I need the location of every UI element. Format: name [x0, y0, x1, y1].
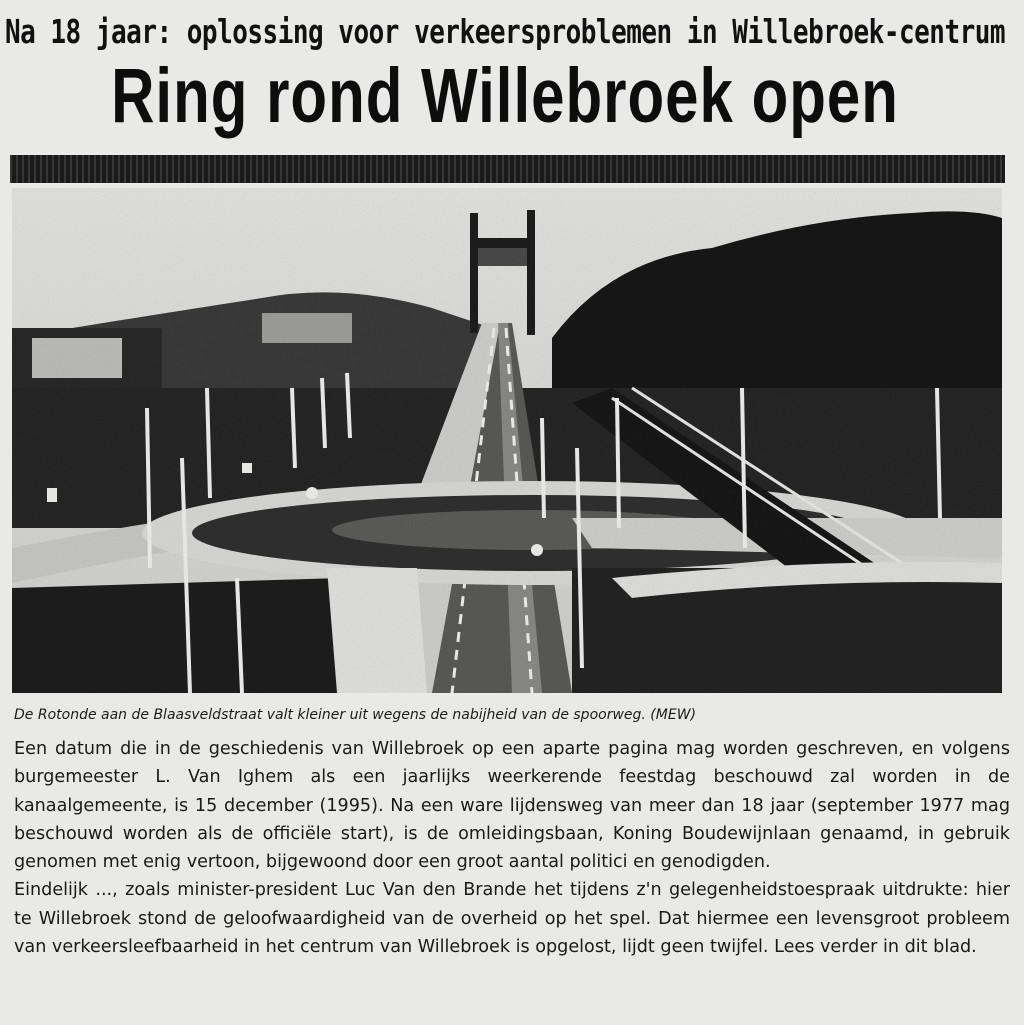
article-body [14, 735, 1010, 961]
article-photo [12, 188, 1002, 693]
body-paragraph-1: Een datum die in de geschiedenis van Willebroek op een aparte pagina mag worden geschreven, en volgens burgemeester L. Van Ighem als een jaarlijks weerkerende feestdag beschouwd zal worden in de kanaalgemeente, is 15 december (1995). Na een ware lijdensweg van meer dan 18 jaar (september 1977 mag beschouwd worden als de officiële start), is de omleidingsbaan, Koning Boudewijnlaan genaamd, in gebruik genomen met enig vertoon, bijgewoond door een groot aantal politici en genodigden. [14, 739, 1010, 873]
article-headline: Ring rond Willebroek open [111, 52, 899, 139]
body-paragraph-2: Eindelijk ..., zoals minister-president Luc Van den Brande het tijdens z'n gelegenheidstoespraak uitdrukte: hier te Willebroek stond de geloofwaardigheid van de overheid op het spel. Dat hiermee een levensgroot probleem van verkeersleefbaarheid in het centrum van Willebroek is opgelost, lijdt geen twijfel. Lees verder in dit blad. [14, 880, 1010, 958]
photo-caption: De Rotonde aan de Blaasveldstraat valt kleiner uit wegens de nabijheid van de spoorweg. (MEW) [14, 707, 697, 723]
article-kicker: Na 18 jaar: oplossing voor verkeersproblemen in Willebroek-centrum [4, 14, 1006, 52]
headline-rule [10, 155, 1005, 183]
